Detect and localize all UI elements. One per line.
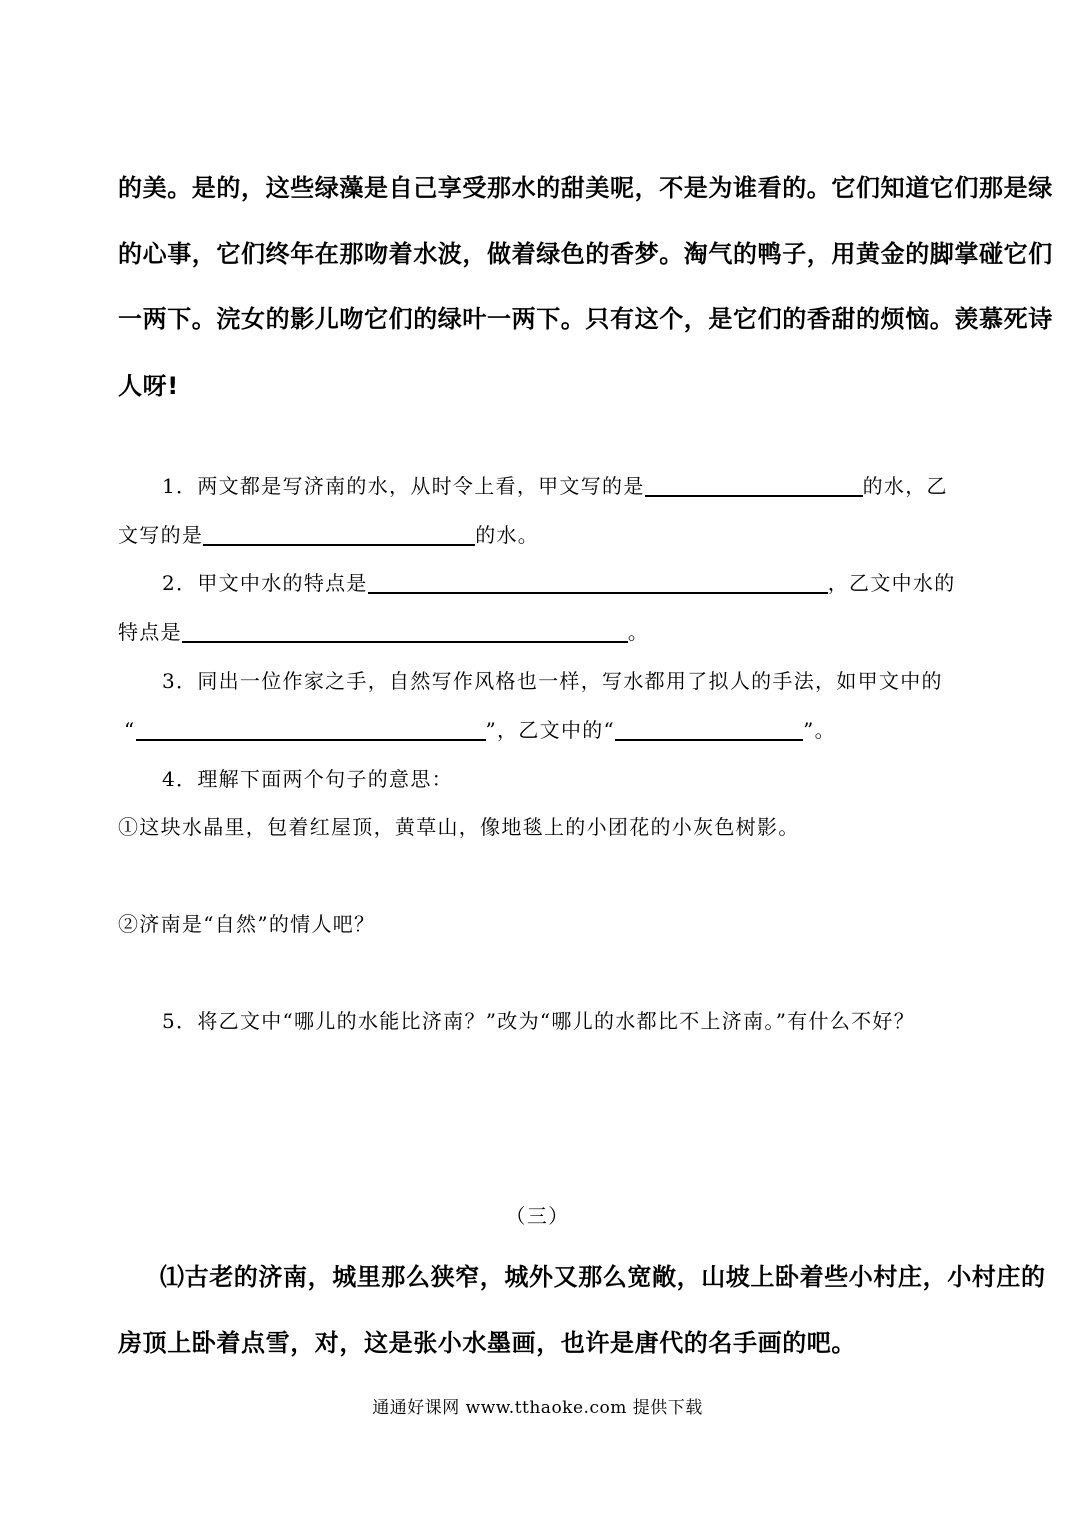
question-3-text-d: ”。	[803, 718, 836, 742]
passage-line-2: 的心事，它们终年在那吻着水波，做着绿色的香梦。淘气的鸭子，用黄金的脚掌碰它们	[118, 240, 1053, 268]
question-1-line-1	[162, 470, 948, 499]
section-3-para-line-2: 房顶上卧着点雪，对，这是张小水墨画，也许是唐代的名手画的吧。	[118, 1329, 856, 1357]
question-3-text-c: ”，乙文中的“	[485, 718, 616, 742]
question-3-blank-1[interactable]	[136, 719, 486, 741]
question-1-text-b: 的水，乙	[862, 474, 948, 498]
page-footer: 通通好课网 www.tthaoke.com 提供下载	[372, 1398, 703, 1418]
question-4-sentence-2: ②济南是“自然”的情人吧？	[118, 912, 376, 936]
question-2-text-d: 。	[627, 620, 650, 644]
question-2-line-1	[162, 567, 956, 596]
question-4: 4．理解下面两个句子的意思：	[162, 767, 453, 791]
passage-line-3: 一两下。浣女的影儿吻它们的绿叶一两下。只有这个，是它们的香甜的烦恼。羡慕死诗	[118, 305, 1053, 333]
question-1-text-d: 的水。	[475, 523, 540, 547]
question-2-blank-1[interactable]	[368, 572, 828, 594]
question-1-blank-1[interactable]	[645, 475, 863, 497]
section-3-para-line-1: ⑴古老的济南，城里那么狭窄，城外又那么宽敞，山坡上卧着些小村庄，小村庄的	[160, 1263, 1046, 1291]
question-3-line-2	[124, 714, 836, 743]
question-2-text-a: 2．甲文中水的特点是	[162, 571, 368, 595]
question-3-line-1: 3．同出一位作家之手，自然写作风格也一样，写水都用了拟人的手法，如甲文中的	[162, 669, 943, 693]
passage-line-4: 人呀!	[118, 372, 179, 400]
section-heading: （三）	[505, 1204, 570, 1228]
question-2-text-b: ，乙文中水的	[827, 571, 956, 595]
question-3-open-quote: “	[124, 718, 136, 742]
question-4-sentence-1: ①这块水晶里，包着红屋顶，黄草山，像地毯上的小团花的小灰色树影。	[118, 815, 800, 839]
question-1-blank-2[interactable]	[203, 524, 475, 546]
question-1-line-2	[118, 519, 539, 548]
question-2-blank-2[interactable]	[182, 621, 628, 643]
passage-line-1: 的美。是的，这些绿藻是自己享受那水的甜美呢，不是为谁看的。它们知道它们那是绿	[118, 174, 1053, 202]
question-1-text-a: 1．两文都是写济南的水，从时令上看，甲文写的是	[162, 474, 645, 498]
question-1-text-c: 文写的是	[118, 523, 204, 547]
question-2-text-c: 特点是	[118, 620, 182, 644]
question-5: 5．将乙文中“哪儿的水能比济南？”改为“哪儿的水都比不上济南。”有什么不好？	[162, 1009, 916, 1033]
question-3-blank-2[interactable]	[615, 719, 803, 741]
question-2-line-2	[118, 616, 649, 645]
